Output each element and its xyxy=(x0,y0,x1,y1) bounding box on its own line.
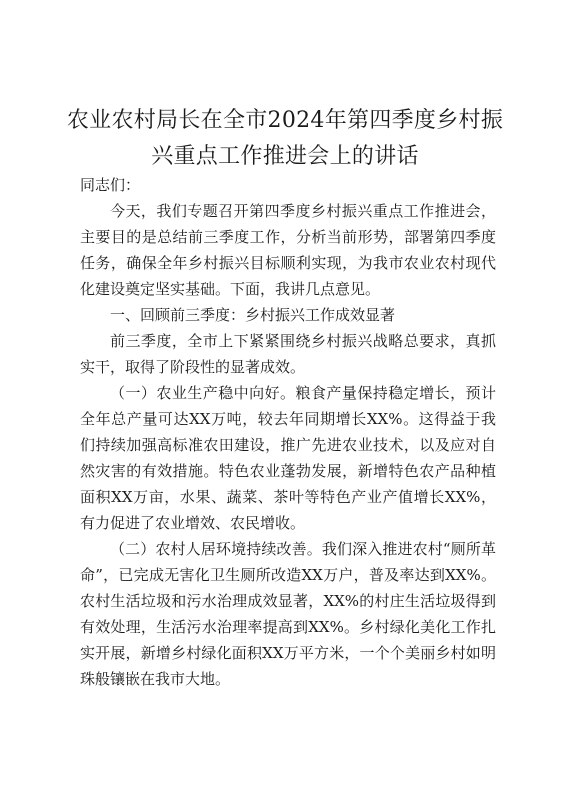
salutation: 同志们： xyxy=(80,176,141,194)
paragraph-intro: 今天，我们专题召开第四季度乡村振兴重点工作推进会，主要目的是总结前三季度工作，分析当前形势，部署第四季度任务，确保全年乡村振兴目标顺利实现，为我市农业农村现代化建设奠定坚实基础。下面，我讲几点意见。 xyxy=(80,202,496,298)
paragraph-summary: 前三季度，全市上下紧紧围绕乡村振兴战略总要求，真抓实干，取得了阶段性的显著成效。 xyxy=(80,332,496,376)
section-heading-1: 一、回顾前三季度：乡村振兴工作成效显著 xyxy=(110,306,396,324)
document-body xyxy=(80,172,496,692)
paragraph-environment: （二）农村人居环境持续改善。我们深入推进农村“厕所革命”，已完成无害化卫生厕所改造XX万户，普及率达到XX%。农村生活垃圾和污水治理成效显著，XX%的村庄生活垃圾得到有效处理，生活污水治理率提高到XX%。乡村绿化美化工作扎实开展，新增乡村绿化面积XX万平方米，一个个美丽乡村如明珠般镶嵌在我市大地。 xyxy=(80,540,496,688)
document-title: 农业农村局长在全市2024年第四季度乡村振兴重点工作推进会上的讲话 xyxy=(66,108,504,169)
paragraph-agriculture: （一）农业生产稳中向好。粮食产量保持稳定增长，预计全年总产量可达XX万吨，较去年同期增长XX%。这得益于我们持续加强高标准农田建设，推广先进农业技术，以及应对自然灾害的有效措施。特色农业蓬勃发展，新增特色农产品种植面积XX万亩，水果、蔬菜、茶叶等特色产业产值增长XX%，有力促进了农业增效、农民增收。 xyxy=(80,384,496,532)
